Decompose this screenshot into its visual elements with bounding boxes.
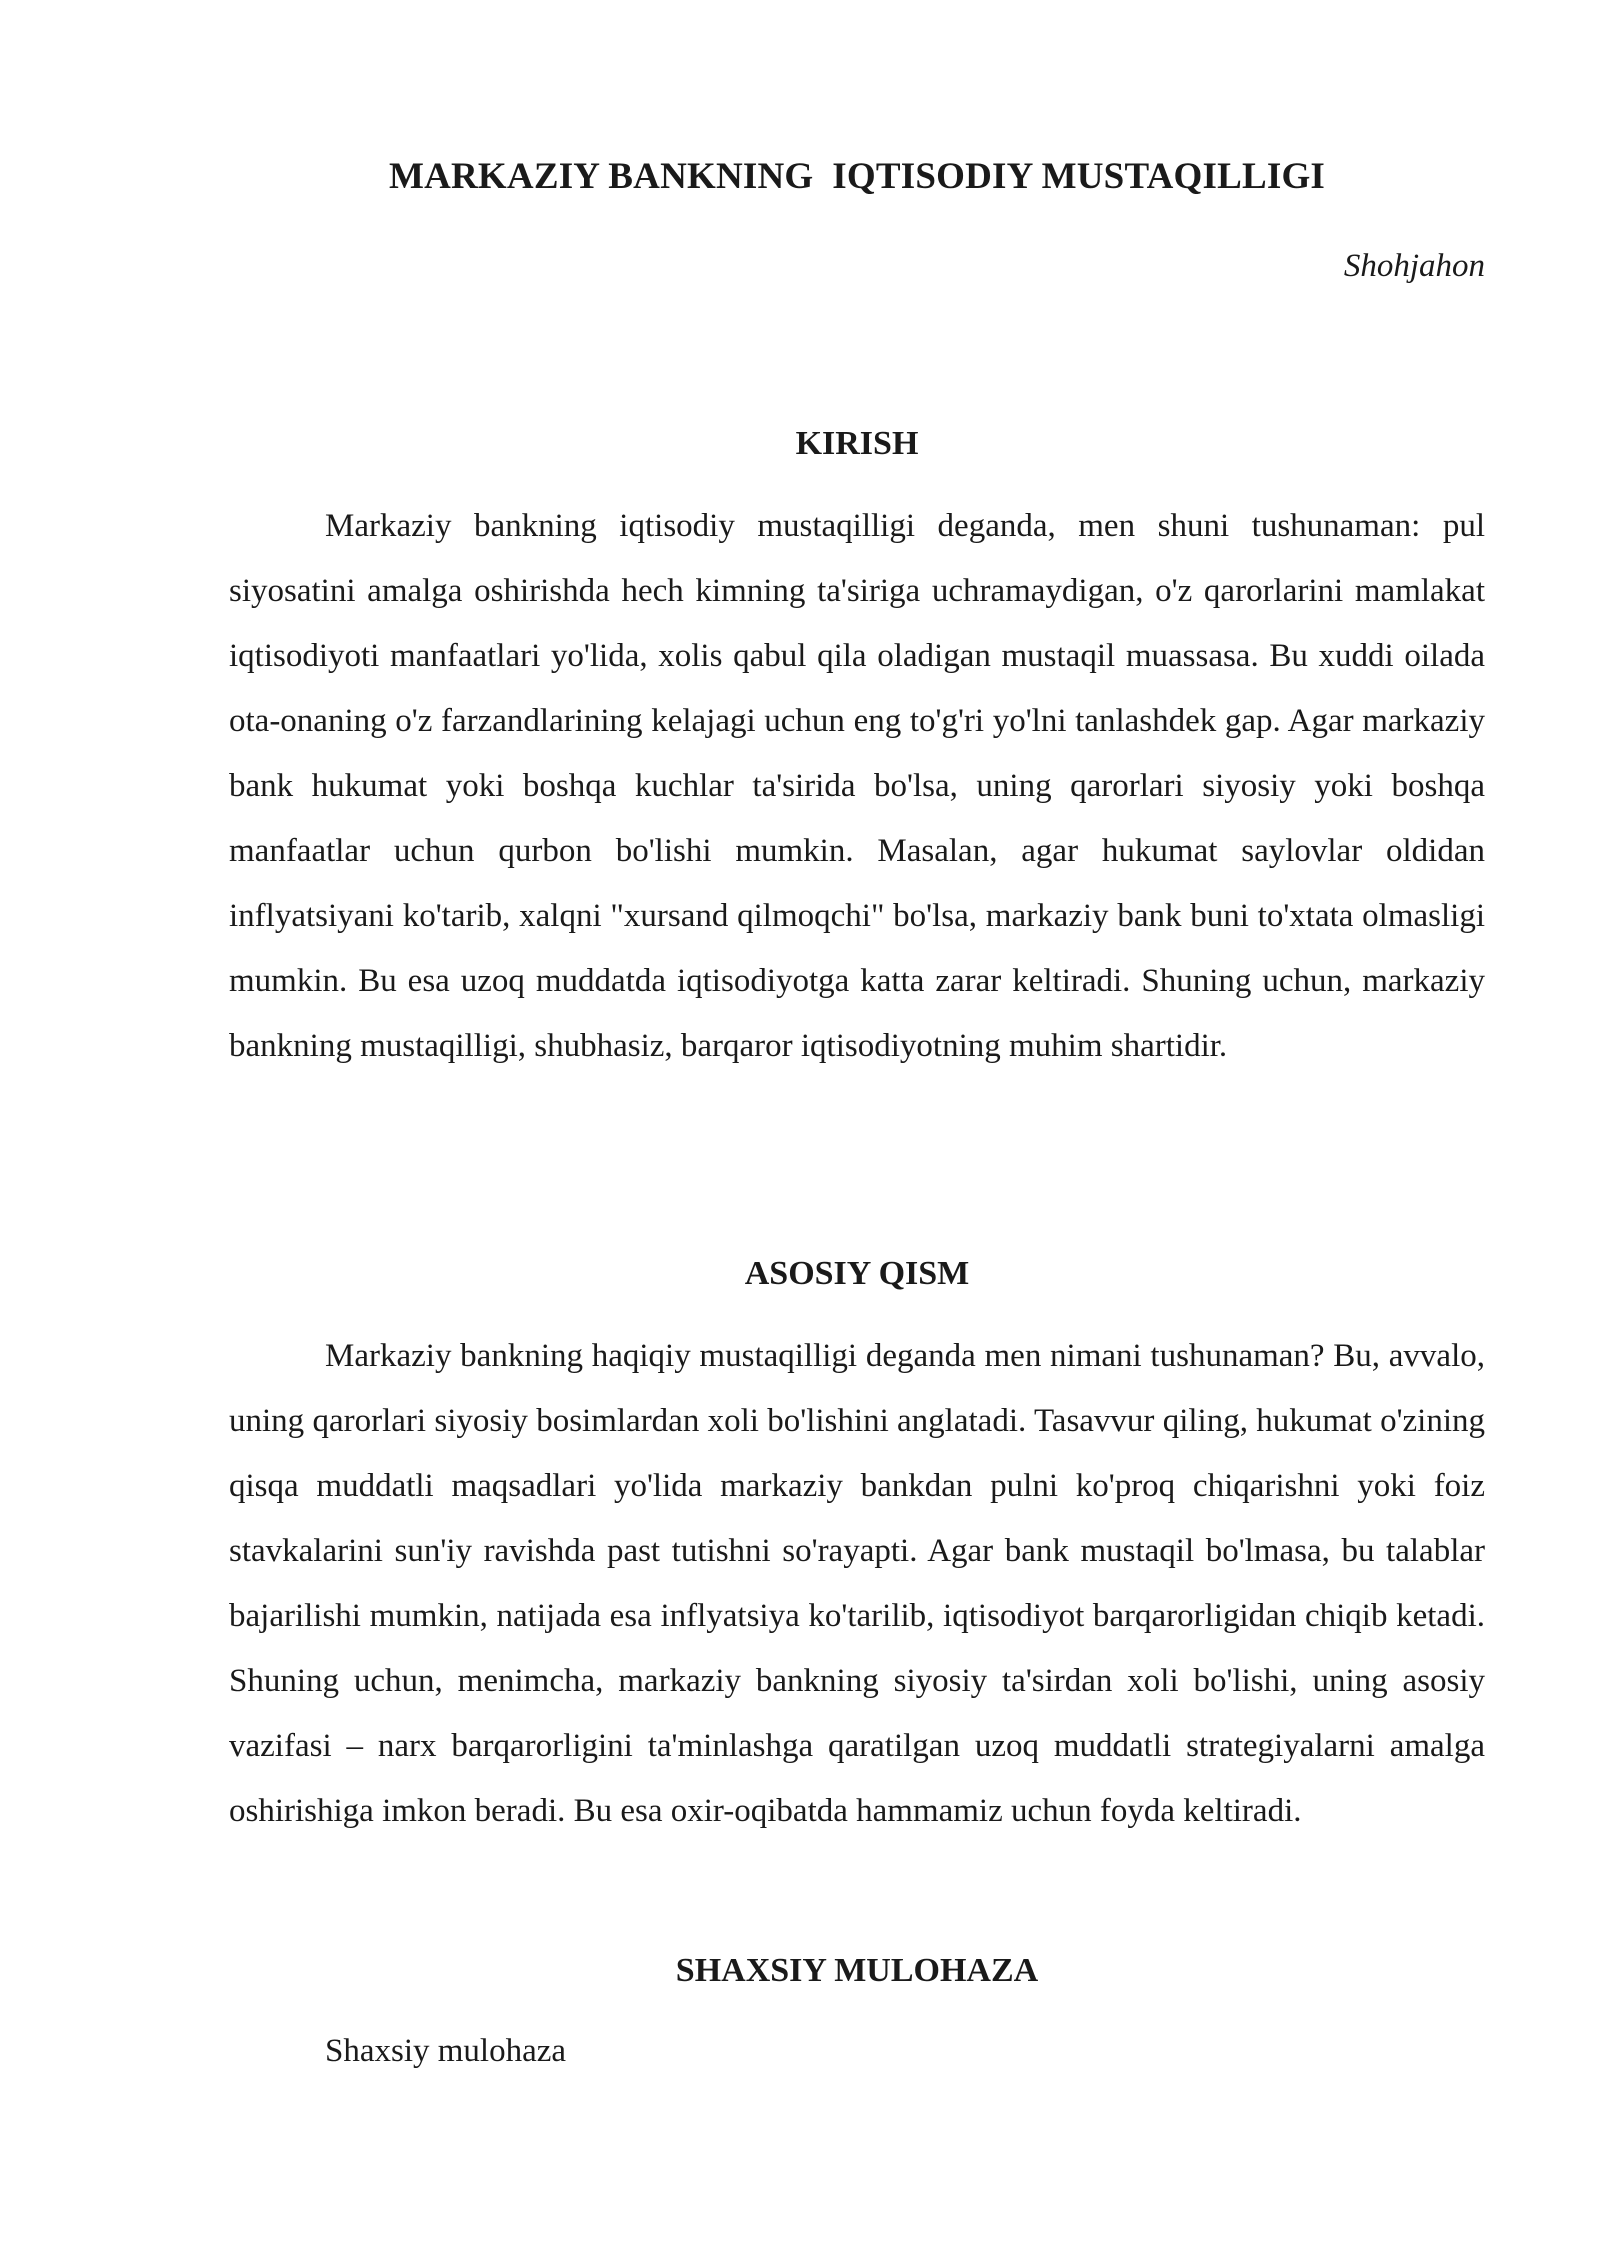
document-title: MARKAZIY BANKNING IQTISODIY MUSTAQILLIGI [388,156,1326,197]
section-heading-introduction: KIRISH [795,425,919,462]
main-part-paragraph: Markaziy bankning haqiqiy mustaqilligi deganda men nimani tushunaman? Bu, avvalo, uning qarorlari siyosiy bosimlardan xoli bo'lishini anglatadi. Tasavvur qiling, hukumat o'zining qisqa muddatli maqsadlari yo'lida markaziy bankdan pulni ko'proq chiqarishni yoki foiz stavkalarini sun'iy ravishda past tutishni so'rayapti. Agar bank mustaqil bo'lmasa, bu talablar bajarilishi mumkin, natijada esa inflyatsiya ko'tarilib, iqtisodiyot barqarorligidan chiqib ketadi. Shuning uchun, menimcha, markaziy bankning siyosiy ta'sirdan xoli bo'lishi, uning asosiy vazifasi – narx barqarorligini ta'minlashga qaratilgan uzoq muddatli strategiyalarni amalga oshirishiga imkon beradi. Bu esa oxir-oqibatda hammamiz uchun foyda keltiradi. [229,1338,1485,1829]
section-heading-personal-reflection: SHAXSIY MULOHAZA [675,1952,1039,1989]
introduction-paragraph: Markaziy bankning iqtisodiy mustaqilligi deganda, men shuni tushunaman: pul siyosatini amalga oshirishda hech kimning ta'siriga uchramaydigan, o'z qarorlarini mamlakat iqtisodiyoti manfaatlari yo'lida, xolis qabul qila oladigan mustaqil muassasa. Bu xuddi oilada ota-onaning o'z farzandlarining kelajagi uchun eng to'g'ri yo'lni tanlashdek gap. Agar markaziy bank hukumat yoki boshqa kuchlar ta'sirida bo'lsa, uning qarorlari siyosiy yoki boshqa manfaatlar uchun qurbon bo'lishi mumkin. Masalan, agar hukumat saylovlar oldidan inflyatsiyani ko'tarib, xalqni "xursand qilmoqchi" bo'lsa, markaziy bank buni to'xtata olmasligi mumkin. Bu esa uzoq muddatda iqtisodiyotga katta zarar keltiradi. Shuning uchun, markaziy bankning mustaqilligi, shubhasiz, barqaror iqtisodiyotning muhim shartidir. [229,508,1485,1064]
author-name: Shohjahon [1343,248,1485,284]
personal-reflection-paragraph: Shaxsiy mulohaza [325,2033,567,2069]
section-heading-main-part: ASOSIY QISM [744,1255,970,1292]
